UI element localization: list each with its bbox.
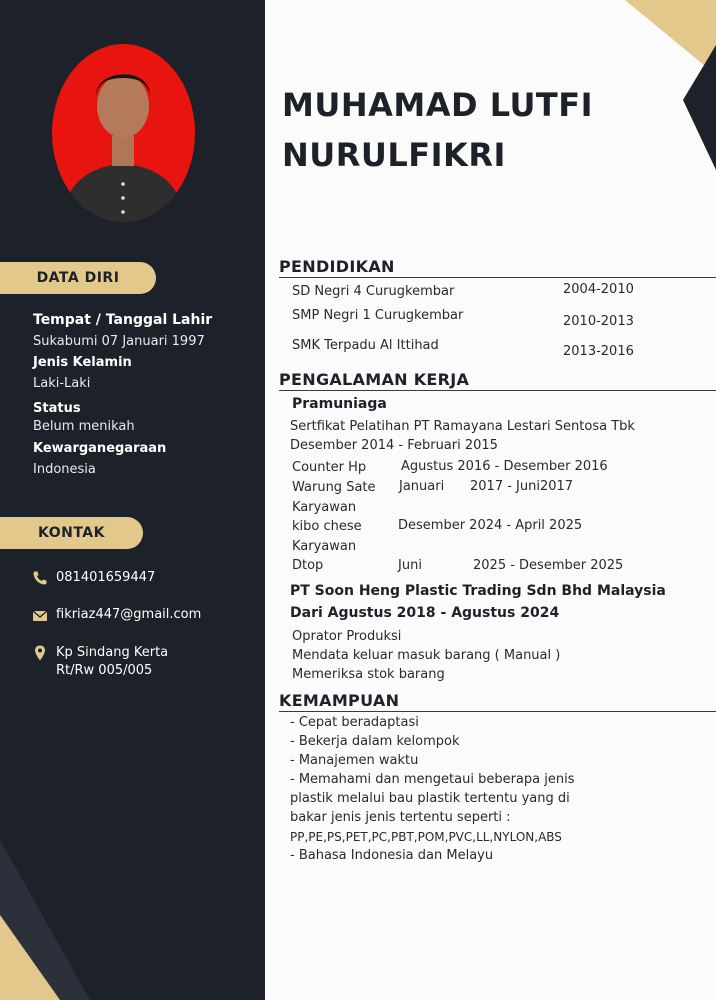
skill-line-1: - Cepat beradaptasi — [290, 715, 419, 730]
pengalaman-heading: PENGALAMAN KERJA — [279, 370, 716, 391]
name-line-1: MUHAMAD LUTFI — [282, 86, 594, 124]
skill-line-5: plastik melalui bau plastik tertentu yang di — [290, 791, 570, 806]
warung-label: Warung Sate — [292, 480, 376, 495]
gender-value: Laki-Laki — [33, 376, 91, 391]
edu-years-3: 2013-2016 — [563, 344, 634, 359]
dtop-label: Dtop — [292, 558, 324, 573]
job2-duty-2: Mendata keluar masuk barang ( Manual ) — [292, 648, 561, 663]
nationality-value: Indonesia — [33, 462, 96, 477]
phone-number: 081401659447 — [56, 570, 156, 585]
dtop-month: Juni — [398, 558, 422, 573]
full-name — [282, 80, 593, 180]
birth-label: Tempat / Tanggal Lahir — [33, 312, 213, 328]
dtop-dates: 2025 - Desember 2025 — [473, 558, 624, 573]
edu-years-1: 2004-2010 — [563, 282, 634, 297]
gender-label: Jenis Kelamin — [33, 355, 132, 370]
karyawan-2: Karyawan — [292, 539, 357, 554]
birth-value: Sukabumi 07 Januari 1997 — [33, 334, 205, 349]
profile-photo — [52, 44, 195, 222]
job1-title: Pramuniaga — [292, 396, 387, 412]
kibo-dates: Desember 2024 - April 2025 — [398, 518, 583, 533]
pendidikan-heading: PENDIDIKAN — [279, 257, 716, 278]
kemampuan-heading: KEMAMPUAN — [279, 691, 716, 712]
skill-line-8: - Bahasa Indonesia dan Melayu — [290, 848, 494, 863]
phone-icon — [32, 570, 48, 586]
counter-dates: Agustus 2016 - Desember 2016 — [401, 459, 608, 474]
edu-school-2: SMP Negri 1 Curugkembar — [292, 308, 464, 323]
status-label: Status — [33, 401, 81, 416]
job1-dates: Desember 2014 - Februari 2015 — [290, 438, 498, 453]
data-diri-heading: DATA DIRI — [0, 262, 156, 294]
map-pin-icon — [32, 645, 48, 661]
job1-cert: Sertfikat Pelatihan PT Ramayana Lestari Sentosa Tbk — [290, 419, 635, 434]
sidebar-bottom-decoration — [0, 820, 265, 1000]
edu-years-2: 2010-2013 — [563, 314, 634, 329]
counter-label: Counter Hp — [292, 460, 367, 475]
karyawan-1: Karyawan — [292, 500, 357, 515]
job2-duty-1: Oprator Produksi — [292, 629, 402, 644]
envelope-icon — [32, 608, 48, 624]
person-silhouette — [52, 44, 195, 222]
skill-line-3: - Manajemen waktu — [290, 753, 419, 768]
kontak-heading: KONTAK — [0, 517, 143, 549]
nationality-label: Kewarganegaraan — [33, 441, 167, 456]
status-value: Belum menikah — [33, 419, 135, 434]
sidebar — [0, 0, 265, 1000]
main-content — [265, 0, 716, 1000]
address-line-1: Kp Sindang Kerta — [56, 645, 169, 660]
edu-school-1: SD Negri 4 Curugkembar — [292, 284, 455, 299]
job2-duty-3: Memeriksa stok barang — [292, 667, 445, 682]
skill-line-6: bakar jenis jenis tertentu seperti : — [290, 810, 511, 825]
skill-line-7: PP,PE,PS,PET,PC,PBT,POM,PVC,LL,NYLON,ABS — [290, 830, 562, 844]
skill-line-2: - Bekerja dalam kelompok — [290, 734, 460, 749]
edu-school-3: SMK Terpadu Al Ittihad — [292, 338, 439, 353]
warung-dates: 2017 - Juni2017 — [470, 479, 574, 494]
warung-month: Januari — [399, 479, 445, 494]
address-line-2: Rt/Rw 005/005 — [56, 663, 153, 678]
email-address: fikriaz447@gmail.com — [56, 607, 202, 622]
job2-title: PT Soon Heng Plastic Trading Sdn Bhd Malaysia — [290, 583, 666, 599]
name-line-2: NURULFIKRI — [282, 136, 506, 174]
kibo-label: kibo chese — [292, 519, 362, 534]
job2-dates: Dari Agustus 2018 - Agustus 2024 — [290, 605, 560, 621]
skill-line-4: - Memahami dan mengetaui beberapa jenis — [290, 772, 575, 787]
